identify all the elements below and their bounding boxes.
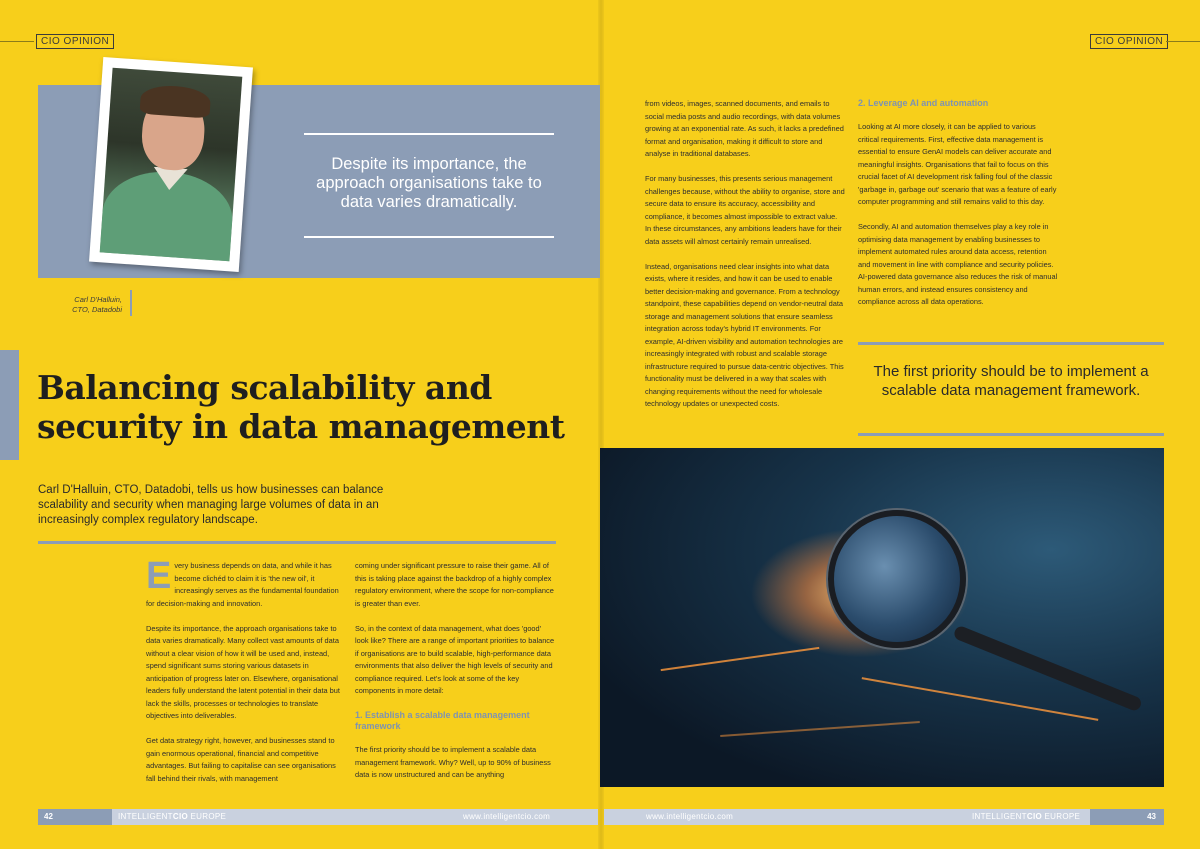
header-rule-right — [1166, 41, 1200, 42]
standfirst-rule — [38, 541, 556, 544]
body-column-3 — [645, 98, 845, 423]
article-headline: Balancing scalability and security in data management — [37, 368, 565, 446]
page-number-left: 42 — [38, 809, 112, 825]
paragraph: Despite its importance, the approach organisations take to data varies dramatically. Many collect vast amounts of data without a clear vision of how it will be used and, instead, spend significant sums storing various datasets in anticipation of progress later on. Elsewhere, organisational leaders fully understand the latent potential in their data but lack the skills, processes or technologies to translate objectives into deliverables. — [146, 623, 340, 720]
paragraph: For many businesses, this presents serious management challenges because, without the ability to organise, store and secure data to ensure its accuracy, accessibility and compliance, it becomes almost impossible to extract value. In these circumstances, any ambitions leaders have for their data assets will almost certainly remain unrealised. — [645, 174, 845, 246]
paragraph: Secondly, AI and automation themselves play a key role in optimising data management by enabling businesses to implement automated rules around data access, retention and movement in line with compliance and security policies. AI-powered data governance also reduces the risk of manual human errors, and instead ensures consistency and compliance across all data operations. — [858, 222, 1058, 306]
magnifier-lens — [828, 510, 966, 648]
subhead-2: 2. Leverage AI and automation — [858, 98, 989, 108]
footer-url-left: www.intelligentcio.com — [463, 812, 551, 821]
paragraph: Get data strategy right, however, and businesses stand to gain enormous operational, financial and competitive advantages. But failing to capitalise can see organisations fall behind their rivals, with management — [146, 736, 336, 783]
paragraph-text: very business depends on data, and while it has become clichéd to claim it is 'the new oil', it increasingly serves as the fundamental foundation for decision-making and innovation. — [146, 561, 339, 608]
caption-role: CTO, Datadobi — [72, 305, 122, 314]
pull-quote: Despite its importance, the approach organisations take to data varies dramatically. — [304, 133, 554, 238]
paragraph: Instead, organisations need clear insights into what data exists, where it resides, and how it can be used to enable better decision-making and governance. From a technology standpoint, these capabilities depend on vendor-neutral data storage and management solutions that ensure seamless integration across today's hybrid IT environments. For example, AI-driven visibility and automation technologies are increasingly integrated with robust and scalable storage infrastructure required to pursue data-centric objectives. This functionality must be delivered in a way that scales with changing requirements without the need for wholesale technology updates or unexpected costs. — [645, 261, 844, 408]
footer-url-right: www.intelligentcio.com — [646, 812, 734, 821]
chart-trace — [862, 677, 1099, 721]
hero-image-magnifier — [600, 448, 1164, 787]
body-column-4 — [858, 98, 1058, 321]
author-portrait — [100, 68, 243, 262]
chart-trace — [661, 647, 820, 671]
paragraph: The first priority should be to implement a scalable data management framework. Why? Well, up to 90% of business data is now unstructured and can be anything — [355, 745, 551, 779]
paragraph: So, in the context of data management, what does 'good' look like? There are a range of important priorities to balance if organisations are to build scalable, high-performance data environments that also deliver the high levels of security and compliance required. Let's look at some of the key components in more detail: — [355, 623, 555, 695]
paragraph: Looking at AI more closely, it can be applied to various critical requirements. First, effective data management is essential to ensure GenAI models can deliver accurate and meaningful insights. Organisations that fail to focus on this crucial facet of AI development risk falling foul of the classic 'garbage in, garbage out' scenario that was a feature of early computer programming and still remains valid to this day. — [858, 122, 1057, 206]
paragraph: from videos, images, scanned documents, and emails to social media posts and audio recordings, with data volumes growing at an exponential rate. As such, it lacks a predefined format and organisation, making it difficult to store and analyse in traditional databases. — [645, 99, 844, 158]
body-column-1 — [146, 555, 342, 798]
chart-trace — [720, 721, 920, 737]
footer-brand-left: INTELLIGENTCIO EUROPE — [118, 812, 227, 821]
caption-name: Carl D'Halluin, — [74, 295, 122, 304]
section-tag-left: CIO OPINION — [36, 34, 114, 49]
drop-cap: E — [146, 555, 172, 597]
subhead-1: 1. Establish a scalable data management framework — [355, 710, 530, 731]
standfirst: Carl D'Halluin, CTO, Datadobi, tells us how businesses can balance scalability and security when managing large volumes of data in an increasingly complex regulatory landscape. — [38, 484, 384, 526]
header-rule-left — [0, 41, 34, 42]
body-column-2 — [355, 560, 555, 794]
caption-bar — [130, 290, 132, 316]
photo-caption — [50, 295, 122, 315]
section-tag-right: CIO OPINION — [1090, 34, 1168, 49]
paragraph: coming under significant pressure to raise their game. All of this is taking place against the backdrop of a highly complex regulatory environment, where the scope for non-compliance is greater than ever. — [355, 561, 554, 608]
author-photo — [89, 57, 253, 272]
side-tab — [0, 350, 19, 460]
footer-brand-right: INTELLIGENTCIO EUROPE — [972, 812, 1081, 821]
page-number-right: 43 — [1090, 809, 1164, 825]
pull-quote-2: The first priority should be to implement a scalable data management framework. — [858, 342, 1164, 436]
paragraph — [146, 555, 342, 610]
